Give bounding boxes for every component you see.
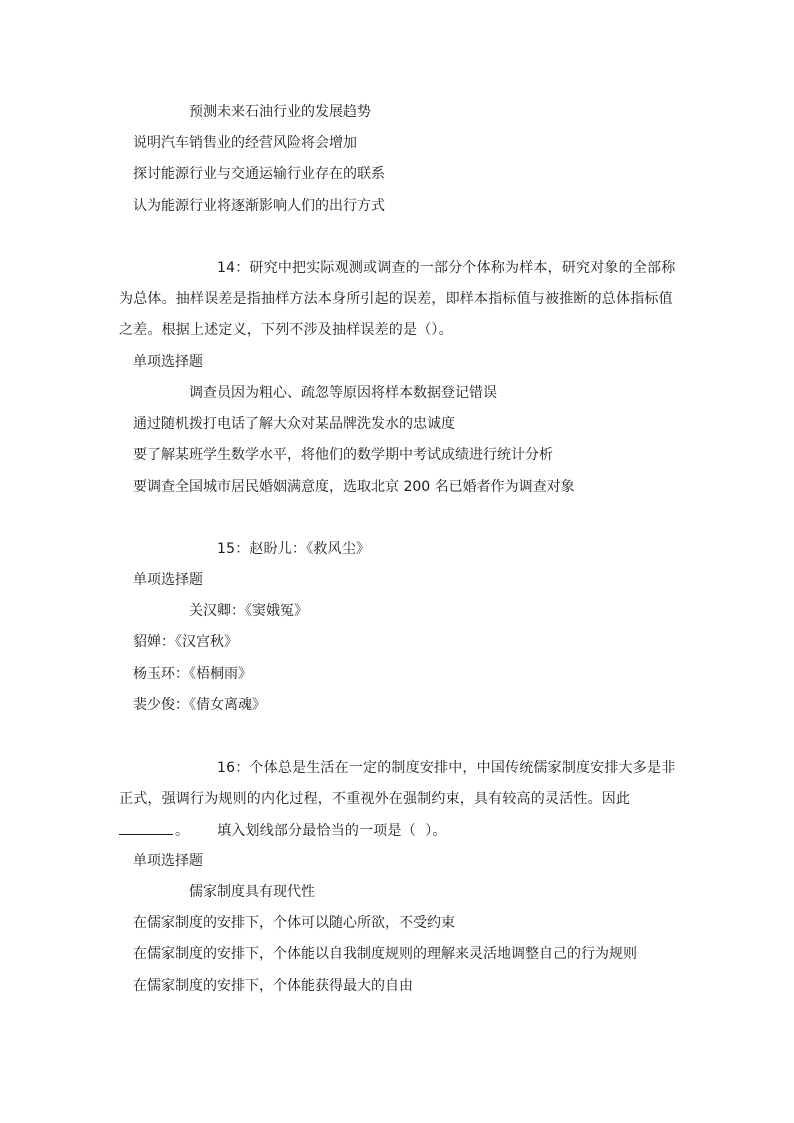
- q13-option-c: 探讨能源行业与交通运输行业存在的联系: [133, 166, 385, 182]
- q16-option-a: 儒家制度具有现代性: [189, 884, 315, 900]
- fill-in-blank: [119, 820, 173, 835]
- q14-option-c: 要了解某班学生数学水平，将他们的数学期中考试成绩进行统计分析: [133, 447, 553, 463]
- q15-question-type: 单项选择题: [133, 572, 203, 588]
- q15-stem: 15：赵盼儿：《救风尘》: [217, 541, 371, 557]
- q14-stem-line-3: 之差。根据上述定义，下列不涉及抽样误差的是（）。: [119, 322, 453, 338]
- q14-option-a: 调查员因为粗心、疏忽等原因将样本数据登记错误: [189, 385, 497, 401]
- q16-stem-line-2: 正式，强调行为规则的内化过程，不重视外在强制约束，具有较高的灵活性。因此: [119, 791, 631, 807]
- q13-option-a: 预测未来石油行业的发展趋势: [189, 104, 371, 120]
- q14-stem-line-1: 14：研究中把实际观测或调查的一部分个体称为样本，研究对象的全部称: [217, 260, 676, 276]
- q16-stem-line-3: [119, 820, 447, 841]
- q16-stem-line-1: 16：个体总是生活在一定的制度安排中，中国传统儒家制度安排大多是非: [217, 760, 676, 776]
- q14-stem-line-2: 为总体。抽样误差是指抽样方法本身所引起的误差，即样本指标值与被推断的总体指标值: [119, 291, 673, 307]
- q13-option-d: 认为能源行业将逐渐影响人们的出行方式: [133, 198, 385, 214]
- q14-option-b: 通过随机拨打电话了解大众对某品牌洗发水的忠诚度: [133, 416, 455, 432]
- q15-option-c: 杨玉环：《梧桐雨》: [133, 666, 252, 682]
- q16-option-c: 在儒家制度的安排下，个体能以自我制度规则的理解来灵活地调整自己的行为规则: [133, 946, 637, 962]
- q15-option-a: 关汉卿：《窦娥冤》: [189, 603, 308, 619]
- q14-question-type: 单项选择题: [133, 354, 203, 370]
- q16-stem-tail: 。 填入划线部分最恰当的一项是（ ）。: [175, 823, 447, 839]
- q16-option-b: 在儒家制度的安排下，个体可以随心所欲，不受约束: [133, 915, 455, 931]
- q15-option-d: 裴少俊：《倩女离魂》: [133, 697, 266, 713]
- q16-option-d: 在儒家制度的安排下，个体能获得最大的自由: [133, 978, 413, 994]
- q13-option-b: 说明汽车销售业的经营风险将会增加: [133, 135, 357, 151]
- q14-option-d: 要调查全国城市居民婚姻满意度，选取北京 200 名已婚者作为调查对象: [133, 479, 575, 495]
- q16-question-type: 单项选择题: [133, 853, 203, 869]
- q15-option-b: 貂婵：《汉宫秋》: [133, 634, 238, 650]
